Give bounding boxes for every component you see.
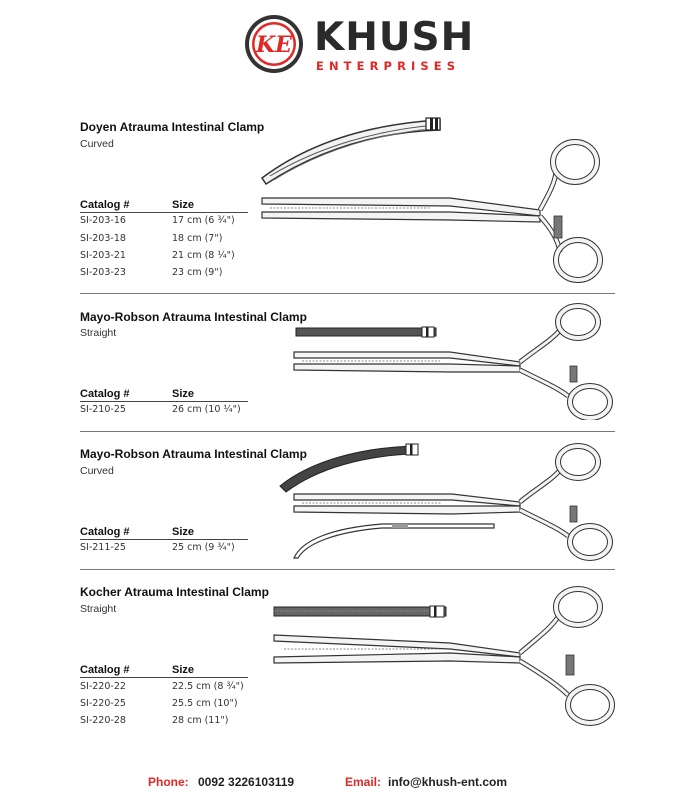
size-header: Size <box>172 199 195 211</box>
size-value: 25 cm (9 ¾") <box>172 542 235 553</box>
size-value: 26 cm (10 ¼") <box>172 404 241 415</box>
brand-subtitle: ENTERPRISES <box>316 59 461 73</box>
product-variant: Curved <box>80 138 114 150</box>
phone-label: Phone: <box>148 775 189 789</box>
catalog-number: SI-220-22 <box>80 681 126 692</box>
section-divider <box>80 431 615 432</box>
kocher-clamp-illustration <box>270 585 620 735</box>
table-header-rule <box>80 539 248 540</box>
email-address[interactable]: info@khush-ent.com <box>388 775 508 789</box>
catalog-header: Catalog # <box>80 664 130 676</box>
size-value: 18 cm (7") <box>172 233 223 244</box>
size-header: Size <box>172 664 195 676</box>
catalog-number: SI-210-25 <box>80 404 126 415</box>
product-variant: Straight <box>80 327 117 339</box>
size-value: 22.5 cm (8 ¾") <box>172 681 244 692</box>
catalog-number: SI-203-16 <box>80 215 126 226</box>
mayo-robson-curved-illustration <box>272 440 622 565</box>
catalog-number: SI-220-25 <box>80 698 126 709</box>
email-label: Email: <box>345 775 382 789</box>
product-variant: Straight <box>80 603 117 615</box>
catalog-number: SI-203-21 <box>80 250 126 261</box>
size-value: 21 cm (8 ¼") <box>172 250 235 261</box>
product-title: Mayo-Robson Atrauma Intestinal Clamp <box>80 310 307 324</box>
product-title: Kocher Atrauma Intestinal Clamp <box>80 585 269 599</box>
mayo-robson-straight-illustration <box>290 300 620 420</box>
size-value: 17 cm (6 ¾") <box>172 215 235 226</box>
catalog-header: Catalog # <box>80 199 130 211</box>
table-header-rule <box>80 677 248 678</box>
size-value: 28 cm (11") <box>172 715 229 726</box>
catalog-number: SI-211-25 <box>80 542 126 553</box>
catalog-number: SI-203-23 <box>80 267 126 278</box>
brand-name: KHUSH <box>314 15 475 60</box>
section-divider <box>80 569 615 570</box>
doyen-clamp-illustration <box>250 112 610 284</box>
section-divider <box>80 293 615 294</box>
size-header: Size <box>172 526 195 538</box>
table-header-rule <box>80 401 248 402</box>
size-value: 23 cm (9") <box>172 267 223 278</box>
size-value: 25.5 cm (10") <box>172 698 238 709</box>
logo-emblem-icon <box>244 14 304 74</box>
company-logo <box>244 14 475 80</box>
catalog-number: SI-220-28 <box>80 715 126 726</box>
table-header-rule <box>80 212 248 213</box>
catalog-header: Catalog # <box>80 388 130 400</box>
phone-number[interactable]: 0092 3226103119 <box>198 775 295 789</box>
product-title: Mayo-Robson Atrauma Intestinal Clamp <box>80 447 307 461</box>
product-variant: Curved <box>80 465 114 477</box>
product-title: Doyen Atrauma Intestinal Clamp <box>80 120 265 134</box>
catalog-header: Catalog # <box>80 526 130 538</box>
catalog-number: SI-203-18 <box>80 233 126 244</box>
size-header: Size <box>172 388 195 400</box>
logo-letters: KE <box>256 32 292 58</box>
